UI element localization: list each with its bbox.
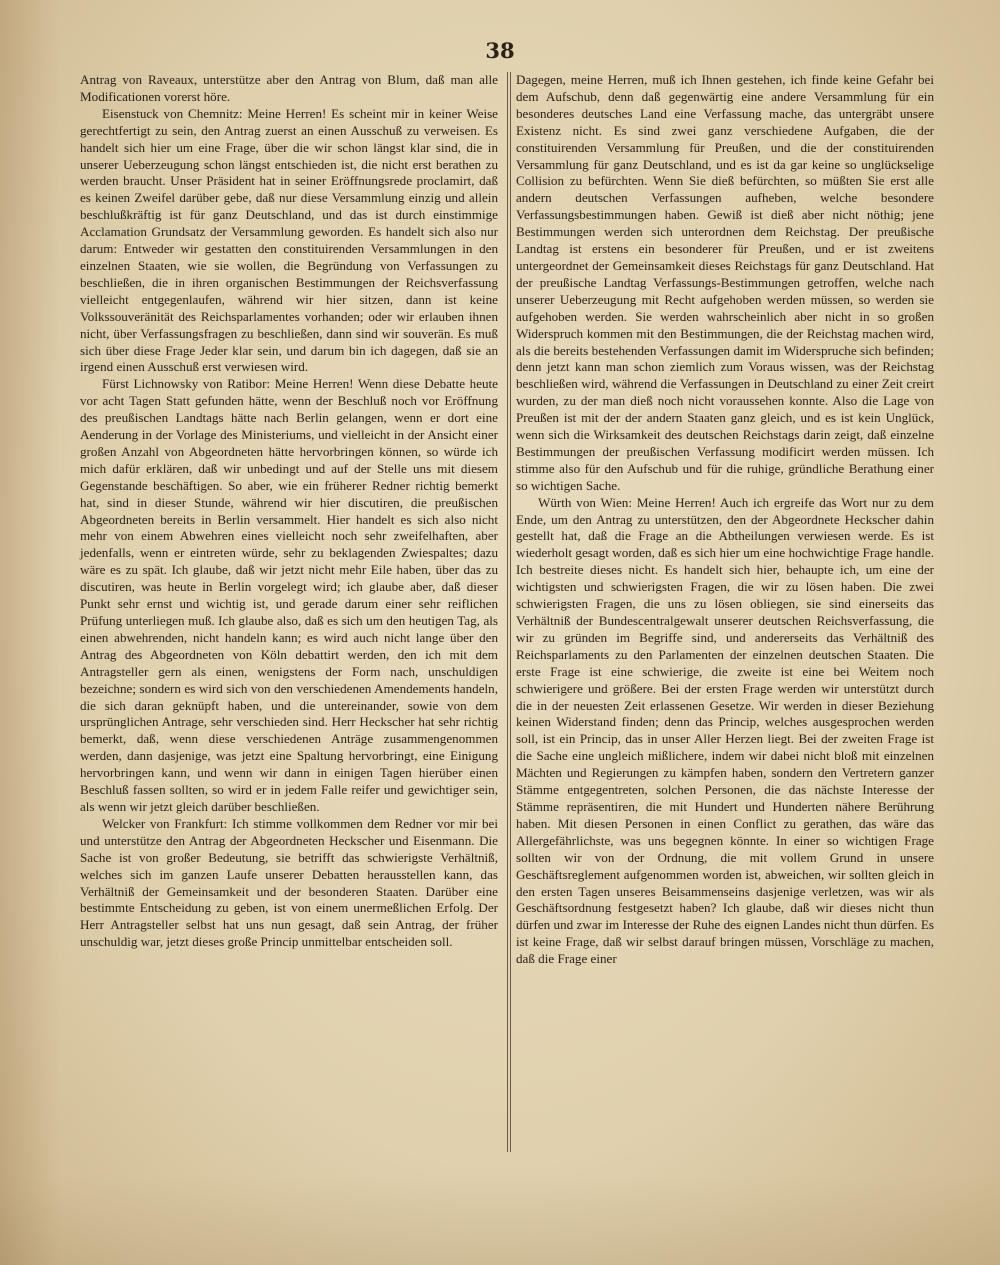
- column-divider: [507, 72, 508, 1152]
- column-divider: [510, 72, 511, 1152]
- paragraph: Dagegen, meine Herren, muß ich Ihnen gestehen, ich finde keine Gefahr bei dem Aufschub, denn daß gegenwärtig eine andere Versammlung für ein besonderes deutsches Land eine Verfassung mache, das untergräbt unsere Existenz nicht. Es sind zwei ganz verschiedene Aufgaben, die der constituirenden Versammlung für Preußen, und die der constituirenden Versammlung für ganz Deutschland, und es ist da gar keine so unglückselige Collision zu befürchten. Wenn Sie dieß befürchten, so müßten Sie erst alle andern deutschen Verfassungen aufheben, welche besondere Verfassungsbestimmungen haben. Gewiß ist dieß aber nicht nöthig; jene Bestimmungen werden sich unterordnen dem Reichstag. Der preußische Landtag ist erstens ein besonderer für Preußen, und er ist zweitens untergeordnet der Gemeinsamkeit dieses Reichstags für ganz Deutschland. Hat der preußische Landtag Verfassungs-Bestimmungen getroffen, welche nach unserer Ueberzeugung mit Recht aufgehoben werden müssen, so werden sie aufgehoben werden. Sie werden wahrscheinlich aber nicht in so großen Widerspruch kommen mit den Bestimmungen, die der Reichstag machen wird, als die bereits bestehenden Verfassungen damit im Widerspruche sich befinden; denn jetzt kann man schon ziemlich zum Voraus wissen, was der Reichstag beschließen wird, während die Verfassungen in Deutschland zu einer Zeit creirt wurden, zu der man dieß noch nicht voraussehen konnte. Also die Lage von Preußen ist mit der der andern Staaten ganz gleich, und es ist kein Unglück, wenn sich die Wirksamkeit des deutschen Reichstags darin zeigt, daß einzelne Bestimmungen der preußischen Verfassung modificirt werden müssen. Ich stimme also für den Aufschub und für die ruhige, gründliche Berathung einer so wichtigen Sache.: [516, 72, 934, 493]
- right-column: [516, 72, 934, 968]
- page-edge-shadow: [0, 0, 60, 1265]
- paragraph: Eisenstuck von Chemnitz: Meine Herren! Es scheint mir in keiner Weise gerechtfertigt zu sein, den Antrag zuerst an einen Ausschuß zu verweisen. Es handelt sich hier um eine Frage, über die wir schon längst klar sind, die in unserer Ueberzeugung schon längst entschieden ist, die nicht erst berathen zu werden braucht. Unser Präsident hat in seiner Eröffnungsrede proclamirt, daß es keinen Zweifel darüber gebe, daß nur diese Versammlung einzig und allein beschlußkräftig ist für ganz Deutschland, und das ist durch einstimmige Acclamation Grundsatz der Versammlung geworden. Es handelt sich also nur darum: Entweder wir gestatten den constituirenden Versammlungen in den einzelnen Staaten, wie sie wollen, die Begründung von Verfassungen zu beschließen, die in ihren organischen Bestimmungen der Reichsverfassung vielleicht entgegenlaufen, während wir hier sitzen, dann ist keine Volkssouveränität des Reichsparlamentes vorhanden; oder wir erlauben ihnen nicht, über Verfassungsfragen zu beschließen, dann sind wir souverän. Es muß sich über diese Frage Jeder klar sein, und darum bin ich dagegen, daß sie an irgend einen Ausschuß erst verwiesen wird.: [80, 105, 498, 375]
- paragraph: Antrag von Raveaux, unterstütze aber den Antrag von Blum, daß man alle Modificationen vorerst höre.: [80, 72, 498, 104]
- page-number: 38: [485, 38, 515, 63]
- left-column: [80, 72, 498, 951]
- paragraph: Würth von Wien: Meine Herren! Auch ich ergreife das Wort nur zu dem Ende, um den Antrag zu unterstützen, den der Abgeordnete Heckscher dahin gestellt hat, daß die Frage an die Abtheilungen verwiesen werde. Es ist wiederholt gesagt worden, daß es sich hier um eine hochwichtige Frage handle. Ich bestreite dieses nicht. Es handelt sich hier, behaupte ich, um eine der wichtigsten und schwierigsten Fragen, die wir zu lösen haben. Die zwei schwierigsten Fragen, die uns zu lösen obliegen, sie sind einerseits das Verhältniß der Bundescentralgewalt unserer deutschen Reichsverfassung, die wir zu gründen im Begriffe sind, und andererseits das Verhältniß des Reichsparlaments zu den Parlamenten der einzelnen deutschen Staaten. Die erste Frage ist eine schwierige, die zweite ist eine bei Weitem noch schwierigere und größere. Bei der ersten Frage werden wir unterstützt durch die in der neuesten Zeit erlassenen Gesetze. Wir werden in dieser Beziehung keinen Widerstand finden; denn das Princip, welches ausgesprochen werden soll, ist ein Princip, das in unser Aller Herzen liegt. Bei der zweiten Frage ist die Sache eine ungleich mißlichere, indem wir dabei nicht bloß mit einzelnen Mächten und Regierungen zu kämpfen haben, sondern den Vertretern ganzer Stämme entgegentreten, solchen Personen, die das nächste Interesse der Stämme repräsentiren, die mit Hundert und Hunderten nähere Berührung haben. Mit diesen Personen in einen Conflict zu gerathen, das wäre das Allergefährlichste, was uns begegnen könnte. In einer so wichtigen Frage sollten wir von der Ordnung, die mit vollem Grund in unsere Geschäftsreglement aufgenommen worden ist, abweichen, wir sollten gleich in den ersten Tagen unseres Beisammenseins dasjenige verletzen, was wir als Geschäftsordnung festgesetzt haben? Ich glaube, daß wir dieses nicht thun dürfen und zwar im Interesse der Ruhe des eignen Landes nicht thun dürfen. Es ist keine Frage, daß wir selbst darauf bringen müssen, Vorschläge zu machen, daß die Frage einer: [516, 494, 934, 967]
- paragraph: Fürst Lichnowsky von Ratibor: Meine Herren! Wenn diese Debatte heute vor acht Tagen Statt gefunden hätte, wenn der Beschluß noch vor Eröffnung des preußischen Landtags hätte nach Berlin gelangen, wenn er dort eine Aenderung in der Vorlage des Ministeriums, und vielleicht in der Ansicht einer großen Anzahl von Abgeordneten hätte hervorbringen können, so würde ich mich dafür erklären, daß wir unbedingt und auf der Stelle uns mit diesem Gegenstande beschäftigen. So aber, wie ein früherer Redner richtig bemerkt hat, sind in dieser Stunde, während wir hier discutiren, die preußischen Abgeordneten bereits in Berlin versammelt. Hier handelt es sich also nicht mehr von einem Abwehren eines vielleicht noch sehr zweifelhaften, aber jedenfalls, wenn er eintreten würde, sehr zu beklagenden Zwiespaltes; dazu wäre es zu spät. Ich glaube, daß wir jetzt nicht mehr Eile haben, über das zu discutiren, was heute in Berlin vorgelegt wird; ich glaube aber, daß dieser Punkt sehr ernst und wichtig ist, und gerade darum einer sehr reiflichen Prüfung unterliegen muß. Ich glaube also, daß es sich um den heutigen Tag, als einen abwehrenden, nicht handeln kann; es wird auch nicht lange über den Antrag des Abgeordneten von Köln debattirt werden, den ich mit dem Antragsteller gern als einen, wenigstens der Form nach, unschuldigen bezeichne; sondern es wird sich von den verschiedenen Amendements handeln, die sich daran geknüpft haben, und die untereinander, sowie von dem ursprünglichen Antrage, sehr verschieden sind. Herr Heckscher hat sehr richtig bemerkt, daß, wenn diese verschiedenen Anträge zusammengenommen werden, dann dasjenige, was jetzt eine Spaltung hervorbringt, eine Einigung hervorbringen kann, und wenn wir dann in einigen Tagen hierüber einen Beschluß fassen sollten, so wird er in jedem Falle reifer und gewichtiger sein, als wenn wir jetzt gleich darüber beschließen.: [80, 376, 498, 814]
- paragraph: Welcker von Frankfurt: Ich stimme vollkommen dem Redner vor mir bei und unterstütze den Antrag der Abgeordneten Heckscher und Eisenmann. Die Sache ist von großer Bedeutung, sie betrifft das schwierigste Verhältniß, welches sich im ganzen Laufe unserer Debatten herausstellen kann, das Verhältniß der Gemeinsamkeit und der besonderen Staaten. Darüber eine bestimmte Entscheidung zu geben, ist von einem unermeßlichen Erfolg. Der Herr Antragsteller selbst hat uns nun gesagt, daß sein Antrag, der früher unschuldig war, jetzt dieses große Princip unmittelbar entscheiden soll.: [80, 815, 498, 950]
- page-bottom-shading: [0, 1175, 1000, 1265]
